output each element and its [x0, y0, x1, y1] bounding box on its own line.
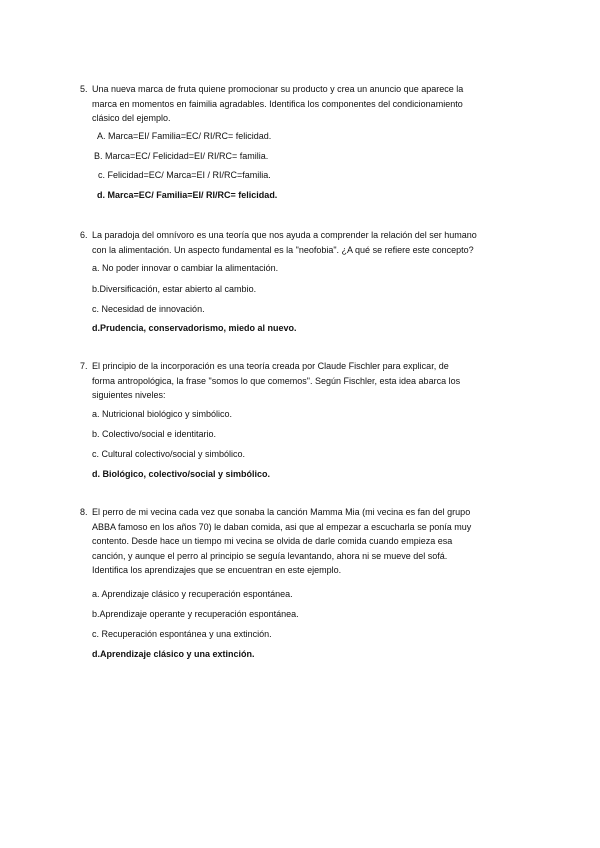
question-number: 6.: [80, 230, 88, 240]
question-line: El perro de mi vecina cada vez que sonaba la canción Mamma Mia (mi vecina es fan del grupo: [92, 507, 471, 517]
option-c: c. Felicidad=EC/ Marca=EI / RI/RC=familia.: [98, 170, 271, 180]
question-line: marca en momentos en faimilia agradables. Identifica los componentes del condicionamiento: [92, 98, 463, 109]
option-c: c. Recuperación espontánea y una extinción.: [92, 629, 272, 639]
question-number: 5.: [80, 84, 88, 94]
option-d-correct: d.Aprendizaje clásico y una extinción.: [92, 649, 255, 659]
question-text: [92, 505, 520, 578]
option-a: a. No poder innovar o cambiar la alimentación.: [92, 263, 279, 273]
question-line: canción, y aunque el perro al principio se seguía levantando, ahora ni se mueve del sofá.: [92, 550, 448, 561]
option-d-correct: d. Marca=EC/ Familia=EI/ RI/RC= felicidad.: [97, 190, 278, 200]
question-text: [92, 228, 520, 257]
question-line: El principio de la incorporación es una teoría creada por Claude Fischler para explicar, de: [92, 361, 449, 371]
option-c: c. Necesidad de innovación.: [92, 304, 205, 314]
option-b: b. Colectivo/social e identitario.: [92, 429, 217, 439]
option-a: a. Aprendizaje clásico y recuperación espontánea.: [92, 589, 293, 599]
question-text: [92, 359, 520, 403]
question-line: La paradoja del omnívoro es una teoría que nos ayuda a comprender la relación del ser humano: [92, 230, 477, 240]
question-line: Una nueva marca de fruta quiene promocionar su producto y crea un anuncio que aparece la: [92, 84, 464, 94]
option-b: b.Aprendizaje operante y recuperación espontánea.: [92, 609, 299, 619]
option-d-correct: d. Biológico, colectivo/social y simbólico.: [92, 469, 271, 479]
question-line: contento. Desde hace un tiempo mi vecina se olvida de darle comida cuando empieza esa: [92, 536, 453, 546]
option-d-correct: d.Prudencia, conservadorismo, miedo al nuevo.: [92, 323, 297, 333]
option-a: A. Marca=EI/ Familia=EC/ RI/RC= felicidad.: [97, 131, 272, 141]
question-line: ABBA famoso en los años 70) le daban comida, asi que al empezar a escucharla se ponía muy: [92, 521, 472, 532]
question-text: [92, 82, 520, 126]
option-a: a. Nutricional biológico y simbólico.: [92, 409, 233, 419]
option-b: b.Diversificación, estar abierto al cambio.: [92, 284, 257, 294]
question-number: 8.: [80, 507, 88, 517]
question-number: 7.: [80, 361, 88, 371]
question-line: con la alimentación. Un aspecto fundamental es la "neofobia". ¿A qué se refiere este concepto?: [92, 244, 474, 255]
question-line: clásico del ejemplo.: [92, 113, 171, 123]
question-line: forma antropológica, la frase "somos lo que comemos". Según Fischler, esta idea abarca los: [92, 375, 461, 386]
question-line: Identifica los aprendizajes que se encuentran en este ejemplo.: [92, 565, 342, 575]
option-b: B. Marca=EC/ Felicidad=EI/ RI/RC= familia.: [94, 151, 269, 161]
option-c: c. Cultural colectivo/social y simbólico.: [92, 449, 246, 459]
question-line: siguientes niveles:: [92, 390, 166, 400]
